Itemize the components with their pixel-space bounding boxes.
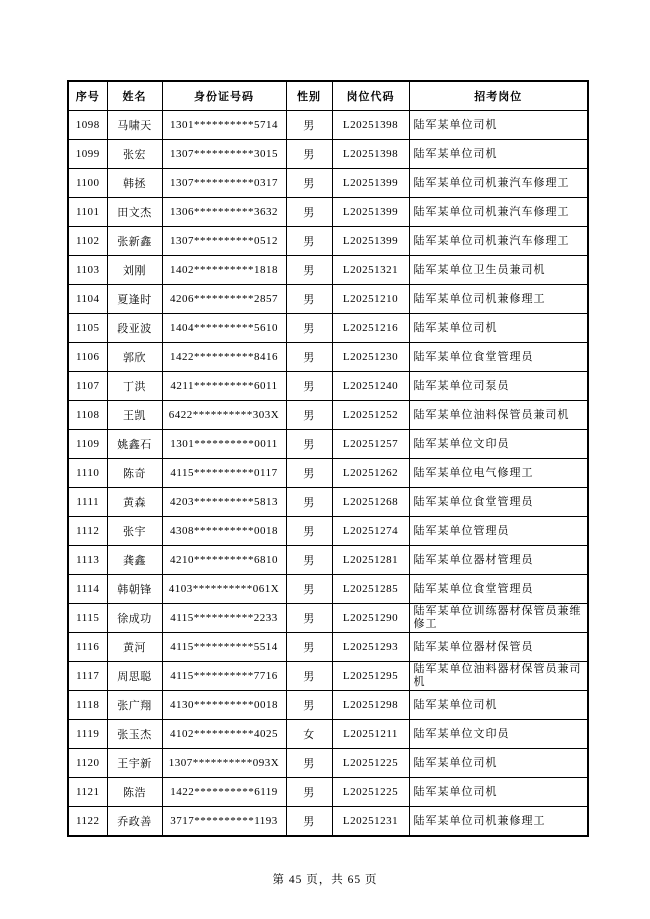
cell-id-number: 4115**********7716 [162,662,286,691]
cell-job-code: L20251290 [332,604,409,633]
cell-gender: 男 [286,169,332,198]
cell-job-title: 陆军某单位司机兼修理工 [409,285,588,314]
cell-gender: 男 [286,401,332,430]
cell-job-title: 陆军某单位司泵员 [409,372,588,401]
table-row [68,691,588,720]
cell-serial-number: 1122 [68,807,107,837]
page-number-footer: 第 45 页，共 65 页 [272,874,378,886]
cell-job-title: 陆军某单位司机兼汽车修理工 [409,198,588,227]
cell-job-code: L20251285 [332,575,409,604]
cell-id-number: 1422**********8416 [162,343,286,372]
cell-job-title: 陆军某单位油料保管员兼司机 [409,401,588,430]
cell-serial-number: 1112 [68,517,107,546]
table-row [68,198,588,227]
cell-gender: 女 [286,720,332,749]
cell-job-title: 陆军某单位司机 [409,749,588,778]
cell-id-number: 4308**********0018 [162,517,286,546]
cell-name: 王凯 [107,401,162,430]
cell-name: 乔政善 [107,807,162,837]
cell-job-title: 陆军某单位文印员 [409,430,588,459]
cell-id-number: 1402**********1818 [162,256,286,285]
cell-id-number: 1307**********093X [162,749,286,778]
cell-id-number: 1404**********5610 [162,314,286,343]
table-row [68,256,588,285]
cell-job-title: 陆军某单位管理员 [409,517,588,546]
table-row [68,575,588,604]
cell-gender: 男 [286,749,332,778]
cell-name: 韩拯 [107,169,162,198]
cell-job-code: L20251240 [332,372,409,401]
cell-id-number: 1422**********6119 [162,778,286,807]
table-row [68,778,588,807]
cell-job-code: L20251399 [332,227,409,256]
cell-id-number: 4102**********4025 [162,720,286,749]
header-row [68,81,588,111]
table-row [68,314,588,343]
cell-job-code: L20251216 [332,314,409,343]
cell-name: 张广翔 [107,691,162,720]
cell-job-title: 陆军某单位司机 [409,778,588,807]
cell-name: 韩朝锋 [107,575,162,604]
cell-serial-number: 1098 [68,111,107,140]
table-row [68,517,588,546]
cell-serial-number: 1120 [68,749,107,778]
cell-gender: 男 [286,807,332,837]
cell-name: 郭欣 [107,343,162,372]
cell-id-number: 4130**********0018 [162,691,286,720]
cell-job-title: 陆军某单位油料器材保管员兼司机 [409,662,588,691]
cell-serial-number: 1107 [68,372,107,401]
table-row [68,430,588,459]
cell-gender: 男 [286,633,332,662]
table-row [68,633,588,662]
cell-serial-number: 1109 [68,430,107,459]
cell-gender: 男 [286,140,332,169]
cell-job-code: L20251211 [332,720,409,749]
cell-name: 周思聪 [107,662,162,691]
cell-gender: 男 [286,778,332,807]
cell-name: 徐成功 [107,604,162,633]
cell-id-number: 4210**********6810 [162,546,286,575]
table-row [68,140,588,169]
cell-serial-number: 1121 [68,778,107,807]
cell-gender: 男 [286,314,332,343]
cell-id-number: 4206**********2857 [162,285,286,314]
cell-id-number: 1301**********0011 [162,430,286,459]
cell-serial-number: 1111 [68,488,107,517]
cell-name: 张宏 [107,140,162,169]
cell-name: 陈奇 [107,459,162,488]
table-row [68,459,588,488]
cell-id-number: 4115**********2233 [162,604,286,633]
cell-job-title: 陆军某单位训练器材保管员兼维修工 [409,604,588,633]
cell-name: 段亚波 [107,314,162,343]
cell-id-number: 4203**********5813 [162,488,286,517]
cell-job-code: L20251225 [332,778,409,807]
cell-job-title: 陆军某单位电气修理工 [409,459,588,488]
cell-job-code: L20251210 [332,285,409,314]
cell-serial-number: 1104 [68,285,107,314]
cell-gender: 男 [286,372,332,401]
cell-id-number: 4103**********061X [162,575,286,604]
cell-job-code: L20251257 [332,430,409,459]
cell-job-code: L20251274 [332,517,409,546]
cell-name: 田文杰 [107,198,162,227]
table-row [68,343,588,372]
cell-gender: 男 [286,604,332,633]
cell-job-code: L20251298 [332,691,409,720]
cell-name: 马啸天 [107,111,162,140]
cell-id-number: 4115**********5514 [162,633,286,662]
cell-id-number: 1307**********3015 [162,140,286,169]
cell-serial-number: 1105 [68,314,107,343]
cell-job-title: 陆军某单位司机兼修理工 [409,807,588,837]
cell-name: 黄森 [107,488,162,517]
cell-job-code: L20251225 [332,749,409,778]
cell-gender: 男 [286,285,332,314]
cell-name: 丁洪 [107,372,162,401]
cell-job-code: L20251399 [332,169,409,198]
cell-job-code: L20251321 [332,256,409,285]
table-row [68,372,588,401]
table-row [68,604,588,633]
cell-serial-number: 1115 [68,604,107,633]
cell-id-number: 4211**********6011 [162,372,286,401]
cell-gender: 男 [286,575,332,604]
cell-name: 张玉杰 [107,720,162,749]
candidates-table [67,80,589,837]
column-header: 岗位代码 [332,81,409,111]
cell-serial-number: 1102 [68,227,107,256]
cell-job-title: 陆军某单位卫生员兼司机 [409,256,588,285]
table-row [68,227,588,256]
cell-name: 张宇 [107,517,162,546]
column-header: 身份证号码 [162,81,286,111]
cell-gender: 男 [286,662,332,691]
column-header: 招考岗位 [409,81,588,111]
cell-id-number: 6422**********303X [162,401,286,430]
column-header: 序号 [68,81,107,111]
cell-name: 刘刚 [107,256,162,285]
table-row [68,749,588,778]
cell-job-code: L20251398 [332,111,409,140]
cell-job-title: 陆军某单位食堂管理员 [409,488,588,517]
column-header: 性别 [286,81,332,111]
cell-job-title: 陆军某单位器材保管员 [409,633,588,662]
cell-job-code: L20251268 [332,488,409,517]
cell-serial-number: 1110 [68,459,107,488]
cell-job-code: L20251399 [332,198,409,227]
cell-job-title: 陆军某单位司机兼汽车修理工 [409,227,588,256]
table-row [68,807,588,837]
cell-name: 龚鑫 [107,546,162,575]
cell-job-code: L20251252 [332,401,409,430]
cell-gender: 男 [286,111,332,140]
cell-id-number: 1307**********0317 [162,169,286,198]
cell-serial-number: 1119 [68,720,107,749]
cell-gender: 男 [286,459,332,488]
cell-id-number: 1307**********0512 [162,227,286,256]
cell-gender: 男 [286,343,332,372]
cell-job-title: 陆军某单位司机 [409,691,588,720]
cell-job-title: 陆军某单位器材管理员 [409,546,588,575]
cell-name: 王宇新 [107,749,162,778]
cell-id-number: 3717**********1193 [162,807,286,837]
cell-job-code: L20251231 [332,807,409,837]
cell-id-number: 1301**********5714 [162,111,286,140]
cell-job-title: 陆军某单位司机 [409,140,588,169]
cell-gender: 男 [286,517,332,546]
cell-gender: 男 [286,256,332,285]
table-row [68,111,588,140]
cell-job-code: L20251398 [332,140,409,169]
table-row [68,488,588,517]
cell-job-code: L20251295 [332,662,409,691]
cell-job-code: L20251262 [332,459,409,488]
cell-gender: 男 [286,227,332,256]
cell-job-title: 陆军某单位食堂管理员 [409,575,588,604]
cell-serial-number: 1114 [68,575,107,604]
cell-name: 夏逢时 [107,285,162,314]
cell-serial-number: 1108 [68,401,107,430]
cell-gender: 男 [286,546,332,575]
cell-id-number: 4115**********0117 [162,459,286,488]
cell-serial-number: 1117 [68,662,107,691]
column-header: 姓名 [107,81,162,111]
cell-name: 黄河 [107,633,162,662]
cell-gender: 男 [286,691,332,720]
table-row [68,285,588,314]
table-row [68,401,588,430]
cell-serial-number: 1099 [68,140,107,169]
cell-job-title: 陆军某单位司机兼汽车修理工 [409,169,588,198]
cell-name: 陈浩 [107,778,162,807]
cell-serial-number: 1118 [68,691,107,720]
table-row [68,169,588,198]
cell-job-code: L20251281 [332,546,409,575]
cell-serial-number: 1101 [68,198,107,227]
cell-id-number: 1306**********3632 [162,198,286,227]
cell-serial-number: 1100 [68,169,107,198]
cell-gender: 男 [286,430,332,459]
cell-job-title: 陆军某单位文印员 [409,720,588,749]
cell-serial-number: 1116 [68,633,107,662]
table-row [68,546,588,575]
table-row [68,662,588,691]
cell-gender: 男 [286,198,332,227]
cell-name: 张新鑫 [107,227,162,256]
cell-job-title: 陆军某单位司机 [409,314,588,343]
cell-name: 姚鑫石 [107,430,162,459]
cell-serial-number: 1106 [68,343,107,372]
cell-job-title: 陆军某单位司机 [409,111,588,140]
cell-serial-number: 1103 [68,256,107,285]
cell-job-code: L20251230 [332,343,409,372]
table-row [68,720,588,749]
cell-serial-number: 1113 [68,546,107,575]
cell-gender: 男 [286,488,332,517]
table-body [68,111,588,837]
cell-job-code: L20251293 [332,633,409,662]
cell-job-title: 陆军某单位食堂管理员 [409,343,588,372]
